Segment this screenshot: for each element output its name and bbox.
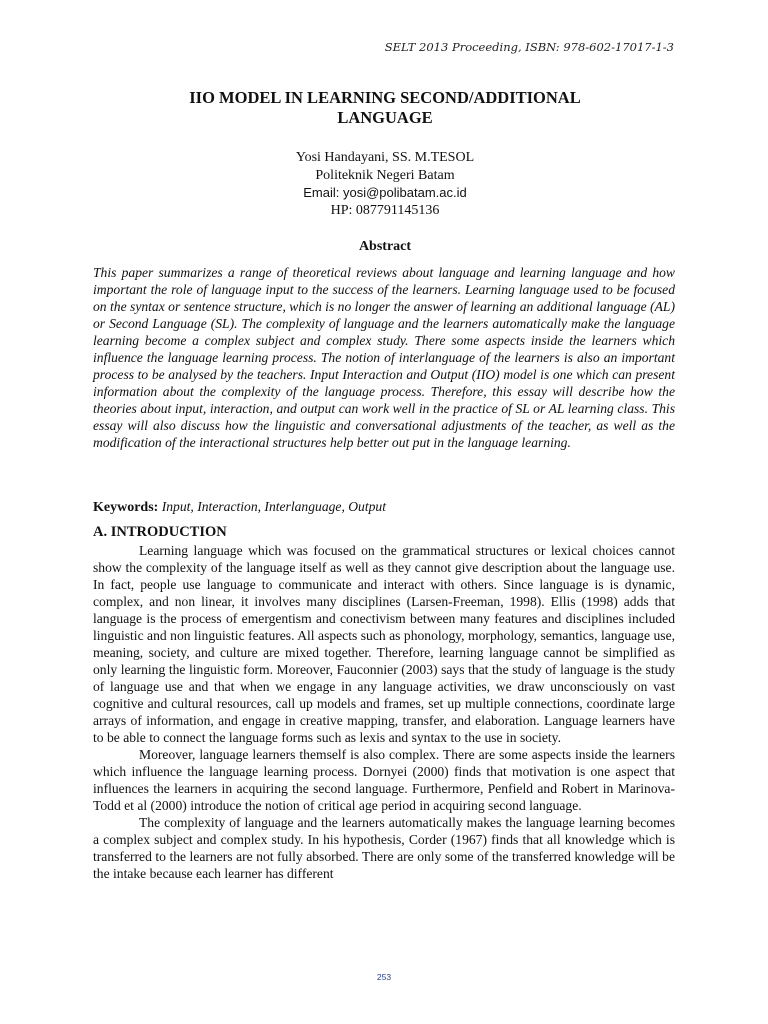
keywords-text: Input, Interaction, Interlanguage, Output (161, 499, 386, 514)
author-name: Yosi Handayani, SS. M.TESOL (295, 150, 475, 165)
paper-title-line-2: LANGUAGE (337, 108, 433, 127)
paragraph: The complexity of language and the learners automatically makes the language learning becomes a complex subject and complex study. In his hypothesis, Corder (1967) finds that all knowledge which is transferred to the learners are not fully absorbed. There are only some of the transferred knowledge will be the intake because each learner has different (93, 815, 675, 881)
proceeding-header: SELT 2013 Proceeding, ISBN: 978-602-17017-1-3 (384, 40, 674, 54)
author-block (90, 149, 680, 219)
page-number: 253 (376, 972, 392, 982)
author-phone: HP: 087791145136 (330, 202, 440, 218)
paper-title (90, 88, 680, 128)
paper-title-line-1: IIO MODEL IN LEARNING SECOND/ADDITIONAL (189, 88, 581, 107)
author-affiliation: Politeknik Negeri Batam (315, 167, 455, 183)
introduction-body (93, 542, 675, 882)
author-email: Email: yosi@polibatam.ac.id (303, 185, 467, 200)
section-heading-introduction: A. INTRODUCTION (93, 524, 227, 540)
abstract-heading: Abstract (358, 239, 412, 254)
keywords-label: Keywords: (93, 500, 159, 515)
paragraph: Learning language which was focused on the grammatical structures or lexical choices cannot show the complexity of the language itself as well as they cannot give description about the language use. In fact, people use language to communicate and interact with others. Since language is is dynamic, complex, and non linear, it involves many disciplines (Larsen-Freeman, 1998). Ellis (1998) adds that language is the process of emergentism and conectivism between many features and disciplines included linguistic and non linguistic features. All aspects such as phonology, morphology, semantics, language use, meaning, society, and culture are mixed together. Therefore, learning language cannot be simplified as only learning the linguistic form. Moreover, Fauconnier (2003) says that the study of language is the study of language use and that when we engage in any language activities, we draw unconsciously on vast cognitive and cultural resources, call up models and frames, set up multiple connections, coordinate large arrays of information, and engage in creative mapping, transfer, and elaboration. Language learners have to be able to connect the language forms such as lexis and syntax to the use in society. (93, 543, 675, 745)
abstract-text: This paper summarizes a range of theoretical reviews about language and learning language and how important the role of language input to the success of the learners. Learning language used to be focused on the syntax or sentence structure, which is no longer the answer of learning an additional language (AL) or Second Language (SL). The complexity of language and the learners automatically make the language learning become a complex subject and complex study. There some aspects inside the learners which influence the language learning process. The notion of interlanguage of the learners is also an important process to be analysed by the teachers. Input Interaction and Output (IIO) model is one which can present information about the complexity of the language process. Therefore, this essay will describe how the theories about input, interaction, and output can work well in the practice of SL or AL learning class. This essay will also discuss how the linguistic and conversational adjustments of the teacher, as well as the modification of the interactional structures help better out put in the language learning. (93, 265, 675, 450)
paragraph: Moreover, language learners themself is also complex. There are some aspects inside the learners which influence the language learning process. Dornyei (2000) finds that motivation is one aspect that influences the learners in acquiring the second language. Furthermore, Penfield and Robert in Marinova-Todd et al (2000) introduce the notion of critical age period in acquiring second language. (93, 747, 675, 813)
keywords (93, 499, 675, 516)
